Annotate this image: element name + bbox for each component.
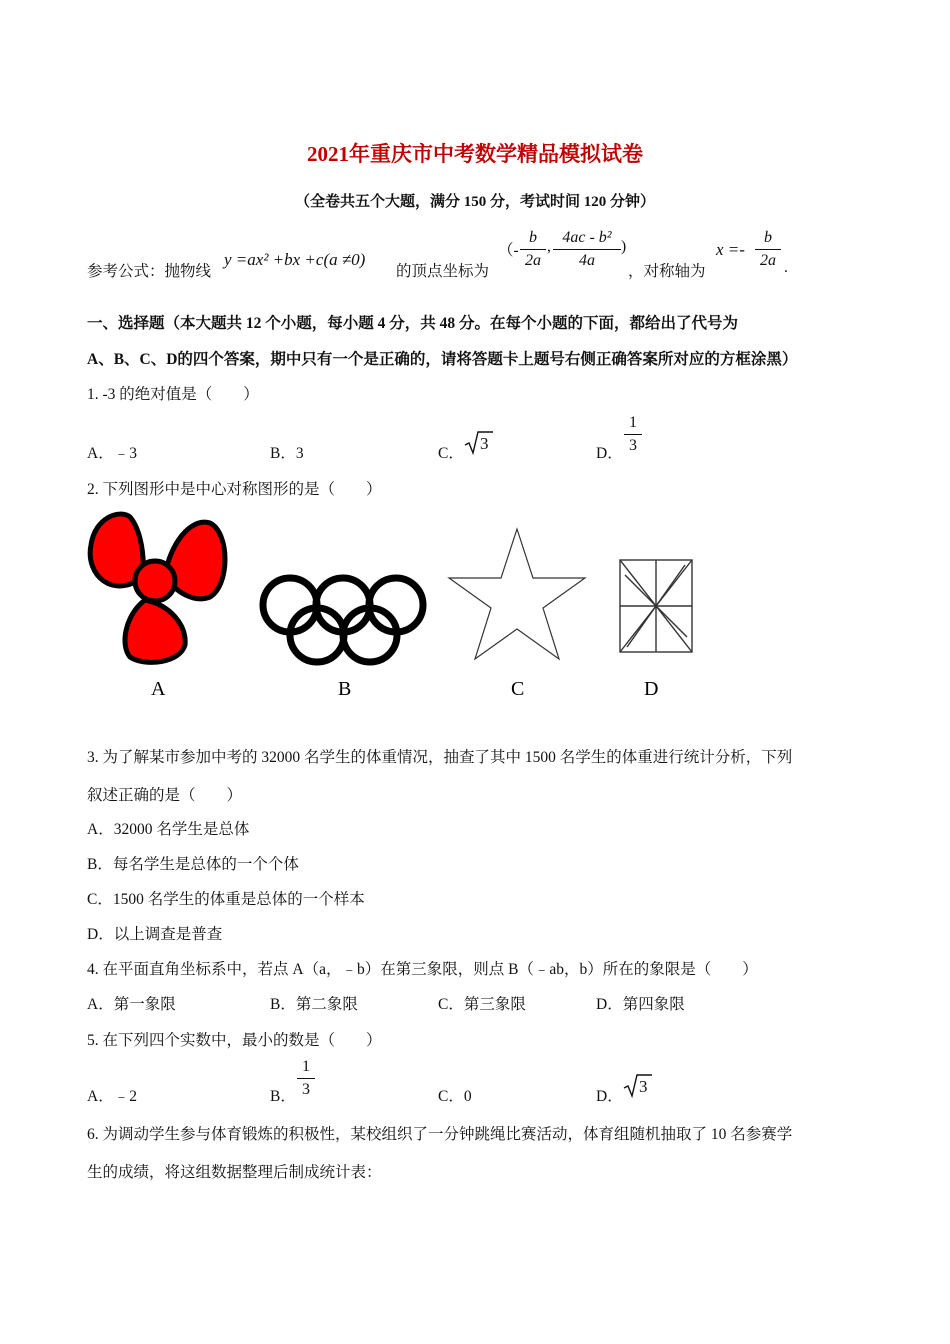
fraction-vertex-y bbox=[553, 228, 621, 271]
q1-option-b: B．3 bbox=[270, 445, 304, 462]
q1-fraction-one-third bbox=[624, 413, 642, 456]
q5-option-d: D． bbox=[596, 1088, 623, 1105]
vertex-text: 的顶点坐标为 bbox=[396, 263, 490, 280]
formula-prefix: 参考公式：抛物线 bbox=[87, 263, 212, 280]
q2-figures bbox=[85, 505, 705, 710]
vertex-close: ) bbox=[621, 238, 627, 255]
fraction-axis bbox=[755, 228, 781, 271]
q5-option-b: B． bbox=[270, 1088, 296, 1105]
formula-period: . bbox=[784, 259, 788, 276]
numerator: 1 bbox=[629, 414, 637, 431]
figure-d-pinwheel bbox=[620, 560, 692, 652]
q3-stem-line1: 3. 为了解某市参加中考的 32000 名学生的体重情况，抽查了其中 1500 名学生的体重进行统计分析，下列 bbox=[87, 749, 793, 766]
q6-stem-line1: 6. 为调动学生参与体育锻炼的积极性，某校组织了一分钟跳绳比赛活动，体育组随机抽取了 10 名参赛学 bbox=[87, 1126, 793, 1143]
q4-stem: 4. 在平面直角坐标系中，若点 A（a，﹣b）在第三象限，则点 B（﹣ab，b）所在的象限是（ ） bbox=[87, 961, 758, 978]
numerator: 1 bbox=[302, 1058, 310, 1075]
q6-stem-line2: 生的成绩，将这组数据整理后制成统计表： bbox=[87, 1164, 382, 1181]
sqrt-icon bbox=[463, 430, 495, 456]
q4-option-c: C．第三象限 bbox=[438, 996, 526, 1013]
q1-sqrt3 bbox=[463, 430, 495, 461]
denominator: 3 bbox=[629, 437, 637, 454]
q2-stem: 2. 下列图形中是中心对称图形的是（ ） bbox=[87, 481, 382, 498]
q3-option-b: B．每名学生是总体的一个个体 bbox=[87, 856, 299, 873]
figure-label-b: B bbox=[338, 678, 352, 700]
q5-option-c: C．0 bbox=[438, 1088, 472, 1105]
q1-option-c: C． bbox=[438, 445, 464, 462]
figure-c-star bbox=[449, 529, 585, 659]
q5-option-a: A．﹣2 bbox=[87, 1088, 137, 1105]
q3-stem-line2: 叙述正确的是（ ） bbox=[87, 787, 243, 804]
q3-option-c: C．1500 名学生的体重是总体的一个样本 bbox=[87, 891, 365, 908]
exam-info: （全卷共五个大题，满分 150 分，考试时间 120 分钟） bbox=[294, 194, 655, 210]
figure-label-c: C bbox=[511, 678, 525, 700]
denominator: 2a bbox=[760, 252, 776, 269]
page-title: 2021年重庆市中考数学精品模拟试卷 bbox=[307, 142, 643, 166]
figure-label-d: D bbox=[644, 678, 659, 700]
q4-option-d: D．第四象限 bbox=[596, 996, 685, 1013]
axis-equation: x =- bbox=[716, 240, 745, 259]
q3-option-a: A．32000 名学生是总体 bbox=[87, 821, 250, 838]
parabola-equation: y =ax² +bx +c(a ≠0) bbox=[224, 250, 366, 269]
figure-b-rings bbox=[263, 578, 423, 662]
vertex-open: （- bbox=[498, 242, 519, 259]
q1-option-a: A．﹣3 bbox=[87, 445, 137, 462]
figure-label-a: A bbox=[151, 678, 166, 700]
sqrt-radicand: 3 bbox=[480, 434, 489, 453]
vertex-comma: , bbox=[547, 238, 551, 255]
sqrt-radicand: 3 bbox=[639, 1077, 648, 1096]
section-heading-line2: A、B、C、D的四个答案，期中只有一个是正确的，请将答题卡上题号右侧正确答案所对应的方框涂黑） bbox=[87, 351, 798, 368]
axis-text: ，对称轴为 bbox=[628, 263, 706, 280]
numerator: b bbox=[529, 229, 537, 246]
section-heading-line1: 一、选择题（本大题共 12 个小题，每小题 4 分，共 48 分。在每个小题的下面，都给出了代号为 bbox=[87, 315, 739, 332]
denominator: 3 bbox=[302, 1081, 310, 1098]
q5-sqrt3 bbox=[622, 1073, 654, 1104]
sqrt-icon bbox=[622, 1073, 654, 1099]
figure-a-propeller bbox=[90, 514, 225, 662]
q4-option-b: B．第二象限 bbox=[270, 996, 358, 1013]
q3-option-d: D．以上调查是普查 bbox=[87, 926, 223, 943]
q4-option-a: A．第一象限 bbox=[87, 996, 176, 1013]
denominator: 4a bbox=[579, 252, 595, 269]
q1-option-d: D． bbox=[596, 445, 623, 462]
numerator: b bbox=[764, 229, 772, 246]
fraction-b-over-2a bbox=[520, 228, 546, 271]
q1-stem: 1. -3 的绝对值是（ ） bbox=[87, 386, 259, 403]
q5-fraction-one-third bbox=[297, 1057, 315, 1100]
denominator: 2a bbox=[525, 252, 541, 269]
numerator: 4ac - b² bbox=[562, 229, 612, 246]
symmetry-figures bbox=[85, 505, 705, 705]
q5-stem: 5. 在下列四个实数中，最小的数是（ ） bbox=[87, 1032, 382, 1049]
